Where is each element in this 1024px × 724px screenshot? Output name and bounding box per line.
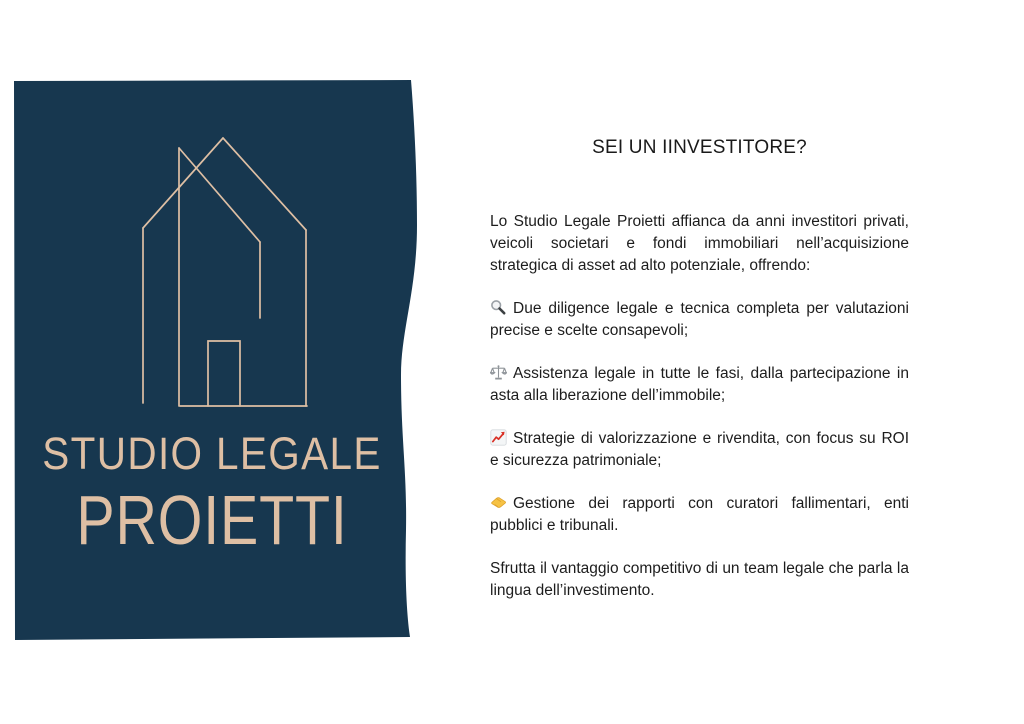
bullet-text: Strategie di valorizzazione e rivendita, con focus su ROI e sicurezza patrimoniale; [490, 430, 909, 469]
bullet-item-strategie [490, 428, 909, 472]
closing-text: Sfrutta il vantaggio competitivo di un team legale che parla la lingua dell’investimento. [490, 560, 909, 599]
content-column [490, 137, 909, 602]
intro-paragraph [490, 211, 909, 277]
bullet-text: Due diligence legale e tecnica completa per valutazioni precise e scelte consapevoli; [490, 300, 909, 339]
brand-name-line2: PROIETTI [76, 481, 348, 559]
brand-panel [0, 0, 430, 700]
handshake-icon [490, 494, 507, 511]
brand-panel-shape [0, 0, 430, 700]
bullet-text: Assistenza legale in tutte le fasi, dalla partecipazione in asta alla liberazione dell’immobile; [490, 365, 909, 404]
bullet-item-gestione [490, 493, 909, 537]
bullet-text: Gestione dei rapporti con curatori fallimentari, enti pubblici e tribunali. [490, 495, 909, 534]
bullet-item-due-diligence [490, 298, 909, 342]
intro-text: Lo Studio Legale Proietti affianca da anni investitori privati, veicoli societari e fondi immobiliari nell’acquisizione strategica di asset ad alto potenziale, offrendo: [490, 213, 909, 274]
brand-name [14, 428, 410, 559]
closing-paragraph [490, 558, 909, 602]
page-title: SEI UN IINVESTITORE? [592, 137, 807, 158]
magnifier-icon [490, 299, 507, 316]
brand-name-line1: STUDIO LEGALE [42, 428, 382, 479]
chart-increasing-icon [490, 429, 507, 446]
bullet-item-assistenza [490, 363, 909, 407]
scales-icon [490, 364, 507, 381]
